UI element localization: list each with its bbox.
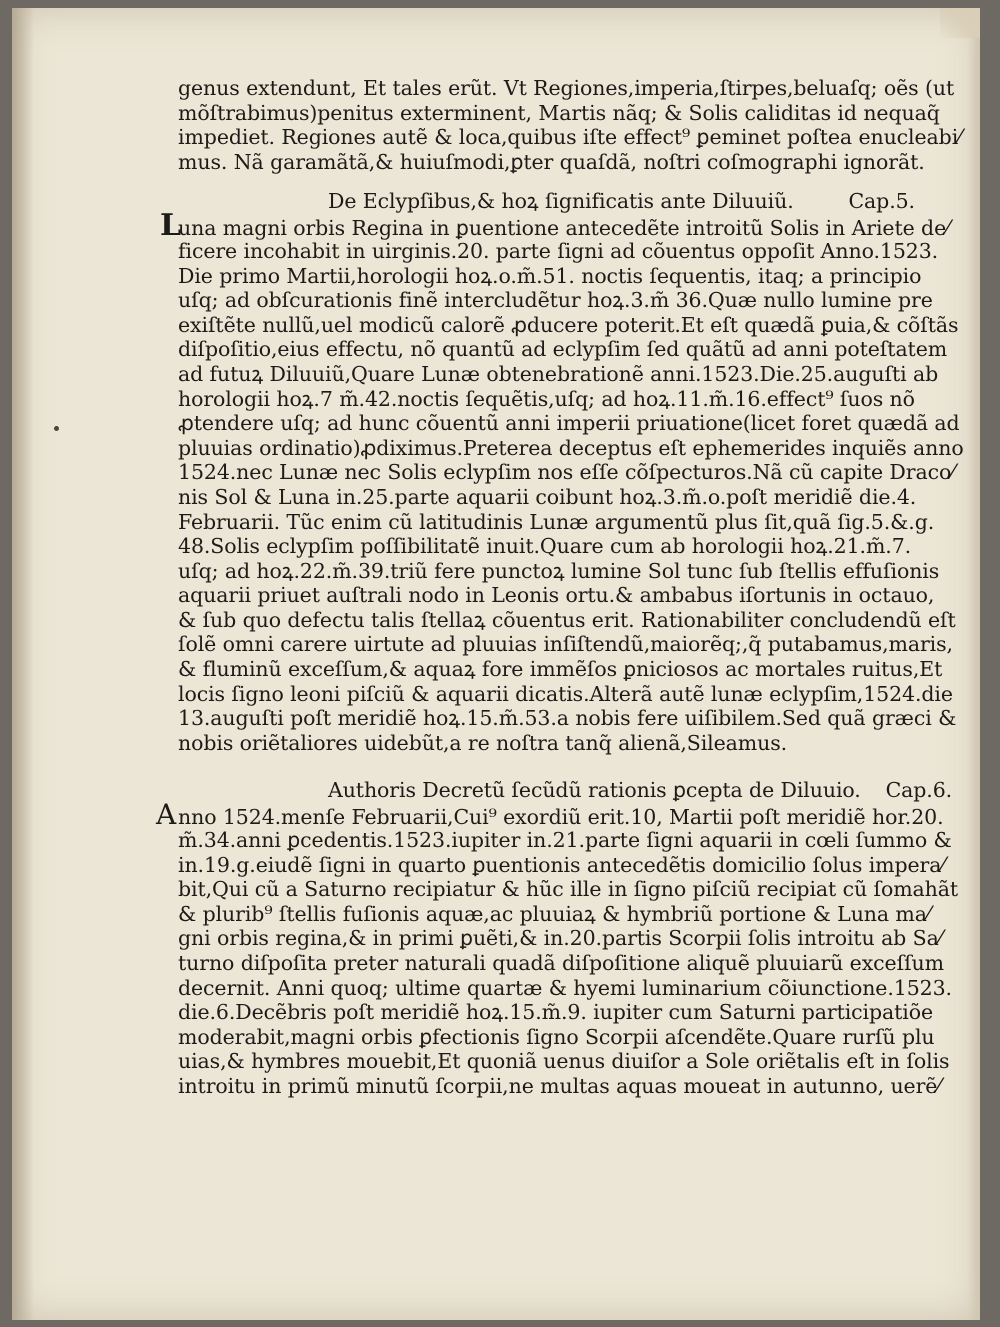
text-line: genus extendunt, Et tales erũt. Vt Regiones,imperia,ſtirpes,beluaſq; oẽs (ut [178,76,955,100]
text-line: in.19.g.eiudẽ ſigni in quarto ꝑuentionis antecedẽtis domicilio ſolus impera⁄ [178,852,945,877]
text-line: introitu in primũ minutũ ſcorpii,ne multas aquas moueat in autunno, uerẽ⁄ [178,1073,941,1098]
chapter-6-label: Cap.6. [885,778,953,803]
text-line: una magni orbis Regina in ꝑuentione antecedẽte introitũ Solis in Ariete de⁄ [178,216,950,241]
text-line: moderabit,magni orbis ꝑfectionis ſigno Scorpii aſcendẽte.Quare rurſũ plu [178,1024,935,1049]
chapter-5-label: Cap.5. [848,189,915,214]
text-line: turno diſpoſita preter naturali quadã diſpoſitione aliquẽ pluuiarũ exceſſum [178,951,944,975]
text-line: ſolẽ omni carere uirtute ad pluuias inſiſtendũ,maiorẽq;,q̃ putabamus,maris, [178,632,953,657]
text-line: uſq; ad hoꝝ.22.m̃.39.triũ fere punctoꝝ lumine Sol tunc ſub ſtellis effuſionis [178,558,940,583]
text-line: locis ſigno leoni piſciũ & aquarii dicatis.Alterã autẽ lunæ eclypſim,1524.die [178,681,953,706]
text-line: Februarii. Tũc enim cũ latitudinis Lunæ argumentũ plus ſit,quã ſig.5.&.g. [178,509,935,534]
text-line: aquarii priuet auſtrali nodo in Leonis ortu.& ambabus iſortunis in octauo, [178,583,935,608]
text-line: & fluminũ exceſſum,& aquaꝝ fore immẽſos ꝑniciosos ac mortales ruitus,Et [178,657,943,682]
chapter-6-heading [178,777,953,803]
text-line: ficere incohabit in uirginis.20. parte ſigni ad cõuentus oppoſit Anno.1523. [178,238,939,263]
text-line: uſq; ad obſcurationis finẽ intercludẽtur hoꝝ.3.m̃ 36.Quæ nullo lumine pre [178,288,933,313]
text-line: Die primo Martii,horologii hoꝝ.o.m̃.51. noctis ſequentis, itaq; a principio [178,263,922,288]
text-line: ad futuꝝ Diluuiũ,Quare Lunæ obtenebrationẽ anni.1523.Die.25.auguſti ab [178,361,939,386]
chapter-5-body [160,208,964,755]
text-line: impediet. Regiones autẽ & loca,quibus iſte effect⁹ ꝑeminet poſtea enucleabi⁄ [178,125,962,150]
printed-text-block [156,76,964,1099]
text-line: m̃.34.anni ꝑcedentis.1523.iupiter in.21.parte ſigni aquarii in cœli ſummo & [178,828,952,853]
text-line: decernit. Anni quoq; ultime quartæ & hyemi luminarium cõiunctione.1523. [178,975,952,1000]
page-edge [968,8,980,1320]
text-line: ꝓtendere uſq; ad hunc cõuentũ anni imperii priuatione(licet foret quædã ad [178,411,960,436]
text-line: & plurib⁹ ſtellis fuſionis aquæ,ac pluuiaꝝ & hymbriũ portione & Luna ma⁄ [178,901,931,926]
chapter-6-body [156,798,959,1098]
chapter-5-heading [178,188,938,214]
drop-initial-a: A [156,798,177,832]
text-line: gni orbis regina,& in primi ꝑuẽti,& in.20.partis Scorpii ſolis introitu ab Sa⁄ [178,926,943,951]
text-line: horologii hoꝝ.7 m̃.42.noctis ſequẽtis,uſq; ad hoꝝ.11.m̃.16.effect⁹ ſuos nõ [178,386,915,411]
text-line: die.6.Decẽbris poſt meridiẽ hoꝝ.15.m̃.9. iupiter cum Saturni participatiõe [178,1000,934,1025]
text-line: diſpoſitio,eius effectu, nõ quantũ ad eclypſim ſed quãtũ ad anni poteſtatem [178,337,948,362]
margin-dot [54,426,59,431]
chapter-5-title: De Eclypſibus,& hoꝝ ſignificatis ante Diluuiũ. [328,189,794,214]
text-line: mus. Nã garamãtã,& huiuſmodi,ꝑter quaſdã, noſtri coſmographi ignorãt. [178,149,925,174]
text-line: uias,& hymbres mouebit,Et quoniã uenus diuiſor a Sole oriẽtalis eſt in ſolis [178,1049,950,1074]
text-line: & ſub quo defectu talis ſtellaꝝ cõuentus erit. Rationabiliter concludendũ eſt [178,607,956,632]
text-line: 13.auguſti poſt meridiẽ hoꝝ.15.m̃.53.a nobis fere uiſibilem.Sed quã græci & [178,706,957,731]
text-line: nobis oriẽtaliores uidebũt,a re noſtra tanq̃ alienã,Sileamus. [178,730,788,755]
text-line: pluuias ordinatio)ꝓdiximus.Preterea deceptus eſt ephemerides inquiẽs anno [178,435,964,460]
drop-initial-l: L [160,208,181,244]
text-line: mõſtrabimus)penitus exterminent, Martis nãq; & Solis caliditas id nequaq̃ [178,100,940,125]
intro-paragraph [178,76,962,174]
text-line: bit,Qui cũ a Saturno recipiatur & hũc ille in ſigno piſciũ recipiat cũ ſomahãt [178,877,959,902]
page-spine-shadow [12,8,34,1320]
text-line: nno 1524.menſe Februarii,Cui⁹ exordiũ erit.10, Martii poſt meridiẽ hor.20. [178,805,944,830]
text-line: nis Sol & Luna in.25.parte aquarii coibunt hoꝝ.3.m̃.o.poſt meridiẽ die.4. [178,484,917,509]
text-line: exiſtẽte nullũ,uel modicũ calorẽ ꝓducere poterit.Et eſt quædã ꝑuia,& cõſtãs [178,312,959,337]
page-corner-fold [940,8,980,38]
chapter-6-title: Authoris Decretũ ſecũdũ rationis ꝑcepta de Diluuio. [328,778,861,803]
text-line: 48.Solis eclypſim poſſibilitatẽ inuit.Quare cum ab horologii hoꝝ.21.m̃.7. [178,534,912,559]
text-line: 1524.nec Lunæ nec Solis eclypſim nos eſſe cõſpecturos.Nã cũ capite Draco⁄ [178,460,955,485]
